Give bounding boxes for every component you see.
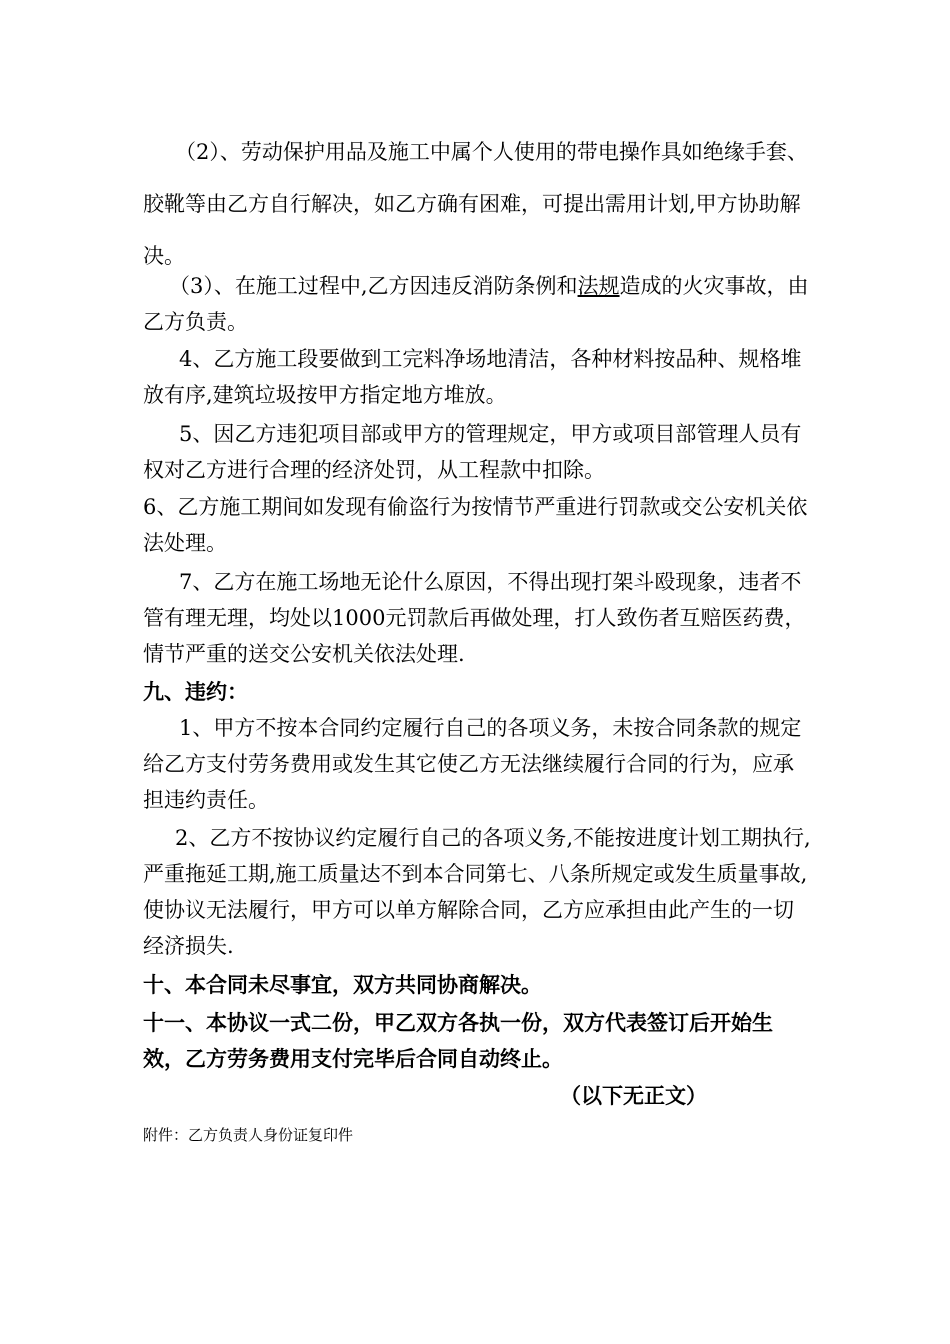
- section-10: 十、本合同未尽事宜，双方共同协商解决。: [143, 973, 542, 997]
- clause-8-3-text-b: 造成的火灾事故，由乙方负责。: [143, 274, 809, 334]
- law-link[interactable]: 法规: [577, 274, 620, 298]
- clause-9-2: 2、乙方不按协议约定履行自己的各项义务,不能按进度计划工期执行,严重拖延工期,施工质量达不到本合同第七、八条所规定或发生质量事故,使协议无法履行，甲方可以单方解除合同，乙方应承担由此产生的一切经济损失.: [143, 826, 811, 958]
- clause-8-3-text-a: （3）、在施工过程中,乙方因违反消防条例和: [169, 274, 578, 298]
- clause-9-1: 1、甲方不按本合同约定履行自己的各项义务，未按合同条款的规定给乙方支付劳务费用或发生其它使乙方无法继续履行合同的行为，应承担违约责任。: [143, 716, 802, 812]
- clause-8-6: 6、乙方施工期间如发现有偷盗行为按情节严重进行罚款或交公安机关依法处理。: [143, 495, 808, 555]
- clause-8-2: （2）、劳动保护用品及施工中属个人使用的带电操作具如绝缘手套、胶靴等由乙方自行解决，如乙方确有困难，可提出需用计划,甲方协助解决。: [143, 140, 808, 268]
- attachment-note: 附件：乙方负责人身份证复印件: [143, 1126, 354, 1144]
- clause-8-3: [143, 268, 811, 340]
- section-11: 十一、本协议一式二份，甲乙双方各执一份，双方代表签订后开始生效，乙方劳务费用支付完毕后合同自动终止。: [143, 1011, 773, 1071]
- section-9-heading: 九、违约：: [143, 680, 248, 704]
- closing-note: （以下无正文）: [560, 1084, 707, 1108]
- clause-8-4: 4、乙方施工段要做到工完料净场地清洁，各种材料按品种、规格堆放有序,建筑垃圾按甲方指定地方堆放。: [143, 347, 802, 407]
- clause-8-7: 7、乙方在施工场地无论什么原因，不得出现打架斗殴现象，违者不管有理无理，均处以1000元罚款后再做处理，打人致伤者互赔医药费，情节严重的送交公安机关依法处理.: [143, 570, 806, 666]
- clause-8-5: 5、因乙方违犯项目部或甲方的管理规定，甲方或项目部管理人员有权对乙方进行合理的经济处罚，从工程款中扣除。: [143, 422, 802, 482]
